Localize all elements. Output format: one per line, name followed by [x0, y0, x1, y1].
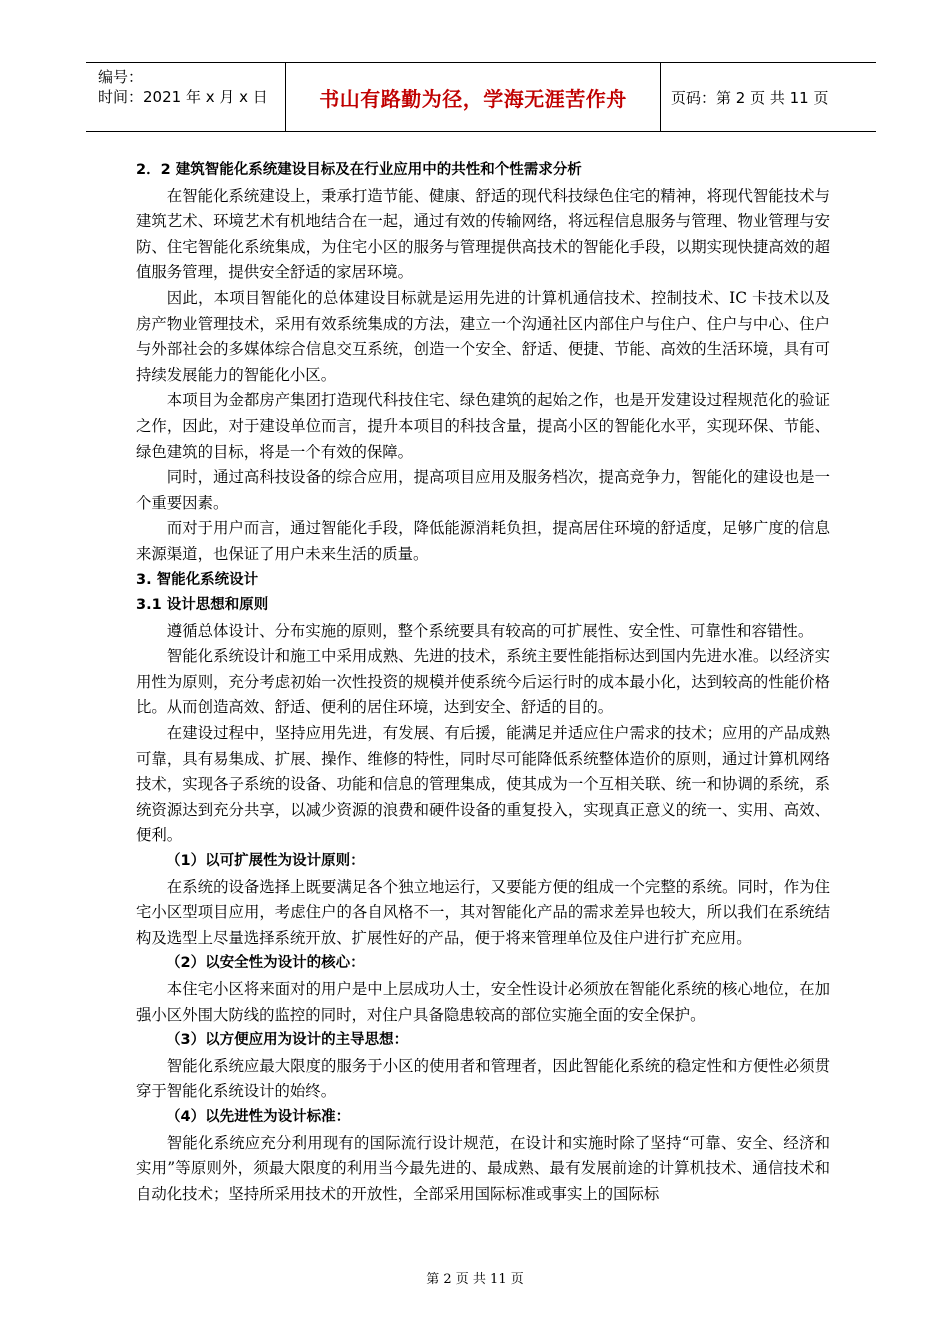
body-paragraph: 在系统的设备选择上既要满足各个独立地运行，又要能方便的组成一个完整的系统。同时，作为住宅小区型项目应用，考虑住户的各自风格不一，其对智能化产品的需求差异也较大，所以我们在系统结构及选型上尽量选择系统开放、扩展性好的产品，便于将来管理单位及住户进行扩充应用。: [136, 877, 830, 947]
body-paragraph: 智能化系统设计和施工中采用成熟、先进的技术，系统主要性能指标达到国内先进水准。以经济实用性为原则，充分考虑初始一次性投资的规模并使系统今后运行时的成本最小化，达到较高的性能价格比。从而创造高效、舒适、便利的居住环境，达到安全、舒适的目的。: [136, 647, 830, 717]
body-paragraph: 在建设过程中，坚持应用先进，有发展、有后援，能满足并适应住户需求的技术；应用的产品成熟可靠，具有易集成、扩展、操作、维修的特性，同时尽可能降低系统整体造价的原则，通过计算机网络技术，实现各子系统的设备、功能和信息的管理集成，使其成为一个互相关联、统一和协调的系统，系统资源达到充分共享，以减少资源的浪费和硬件设备的重复投入，实现真正意义的统一、实用、高效、便利。: [136, 724, 830, 845]
section-heading: （1）以可扩展性为设计原则：: [166, 853, 365, 870]
section-heading: 3. 智能化系统设计: [136, 571, 259, 588]
section-heading: 3.1 设计思想和原则: [136, 597, 269, 614]
body-paragraph: 遵循总体设计、分布实施的原则，整个系统要具有较高的可扩展性、安全性、可靠性和容错性。: [166, 621, 814, 640]
body-paragraph: 智能化系统应最大限度的服务于小区的使用者和管理者，因此智能化系统的稳定性和方便性必须贯穿于智能化系统设计的始终。: [136, 1056, 830, 1101]
body-paragraph: 同时，通过高科技设备的综合应用，提高项目应用及服务档次，提高竞争力，智能化的建设也是一个重要因素。: [136, 468, 830, 512]
document-body: [136, 158, 830, 1207]
page-footer: 第 2 页 共 11 页: [426, 1272, 524, 1287]
header-page-number: 页码：第 2 页 共 11 页: [671, 88, 829, 107]
body-paragraph: 而对于用户而言，通过智能化手段，降低能源消耗负担，提高居住环境的舒适度，足够广度的信息来源渠道，也保证了用户未来生活的质量。: [136, 519, 830, 563]
section-heading: （3）以方便应用为设计的主导思想：: [166, 1032, 409, 1049]
header-motto: 书山有路勤为径，学海无涯苦作舟: [286, 63, 661, 131]
body-paragraph: 因此，本项目智能化的总体建设目标就是运用先进的计算机通信技术、控制技术、IC 卡技术以及房产物业管理技术，采用有效系统集成的方法，建立一个沟通社区内部住户与住户、住户与中心、住户与外部社会的多媒体综合信息交互系统，创造一个安全、舒适、便捷、节能、高效的生活环境，具有可持续发展能力的智能化小区。: [136, 288, 830, 384]
body-paragraph: 本住宅小区将来面对的用户是中上层成功人士，安全性设计必须放在智能化系统的核心地位，在加强小区外围大防线的监控的同时，对住户具备隐患较高的部位实施全面的安全保护。: [136, 980, 830, 1024]
section-heading: （2）以安全性为设计的核心：: [166, 955, 365, 972]
section-heading: （4）以先进性为设计标准：: [166, 1108, 351, 1125]
section-heading: 2．2 建筑智能化系统建设目标及在行业应用中的共性和个性需求分析: [136, 162, 582, 178]
header-meta: [86, 63, 286, 131]
body-paragraph: 智能化系统应充分利用现有的国际流行设计规范，在设计和实施时除了坚持“可靠、安全、经济和实用”等原则外，须最大限度的利用当今最先进的、最成熟、最有发展前途的计算机技术、通信技术和自动化技术；坚持所采用技术的开放性，全部采用国际标准或事实上的国际标: [136, 1133, 830, 1203]
document-date: 时间：2021 年 x 月 x 日: [98, 88, 268, 106]
document-code-label: 编号：: [98, 68, 144, 86]
body-paragraph: 在智能化系统建设上，秉承打造节能、健康、舒适的现代科技绿色住宅的精神，将现代智能技术与建筑艺术、环境艺术有机地结合在一起，通过有效的传输网络，将远程信息服务与管理、物业管理与安防、住宅智能化系统集成，为住宅小区的服务与管理提供高技术的智能化手段，以期实现快捷高效的超值服务管理，提供安全舒适的家居环境。: [136, 186, 830, 282]
page-header: [86, 62, 876, 132]
body-paragraph: 本项目为金都房产集团打造现代科技住宅、绿色建筑的起始之作，也是开发建设过程规范化的验证之作，因此，对于建设单位而言，提升本项目的科技含量，提高小区的智能化水平，实现环保、节能、绿色建筑的目标，将是一个有效的保障。: [136, 391, 830, 461]
